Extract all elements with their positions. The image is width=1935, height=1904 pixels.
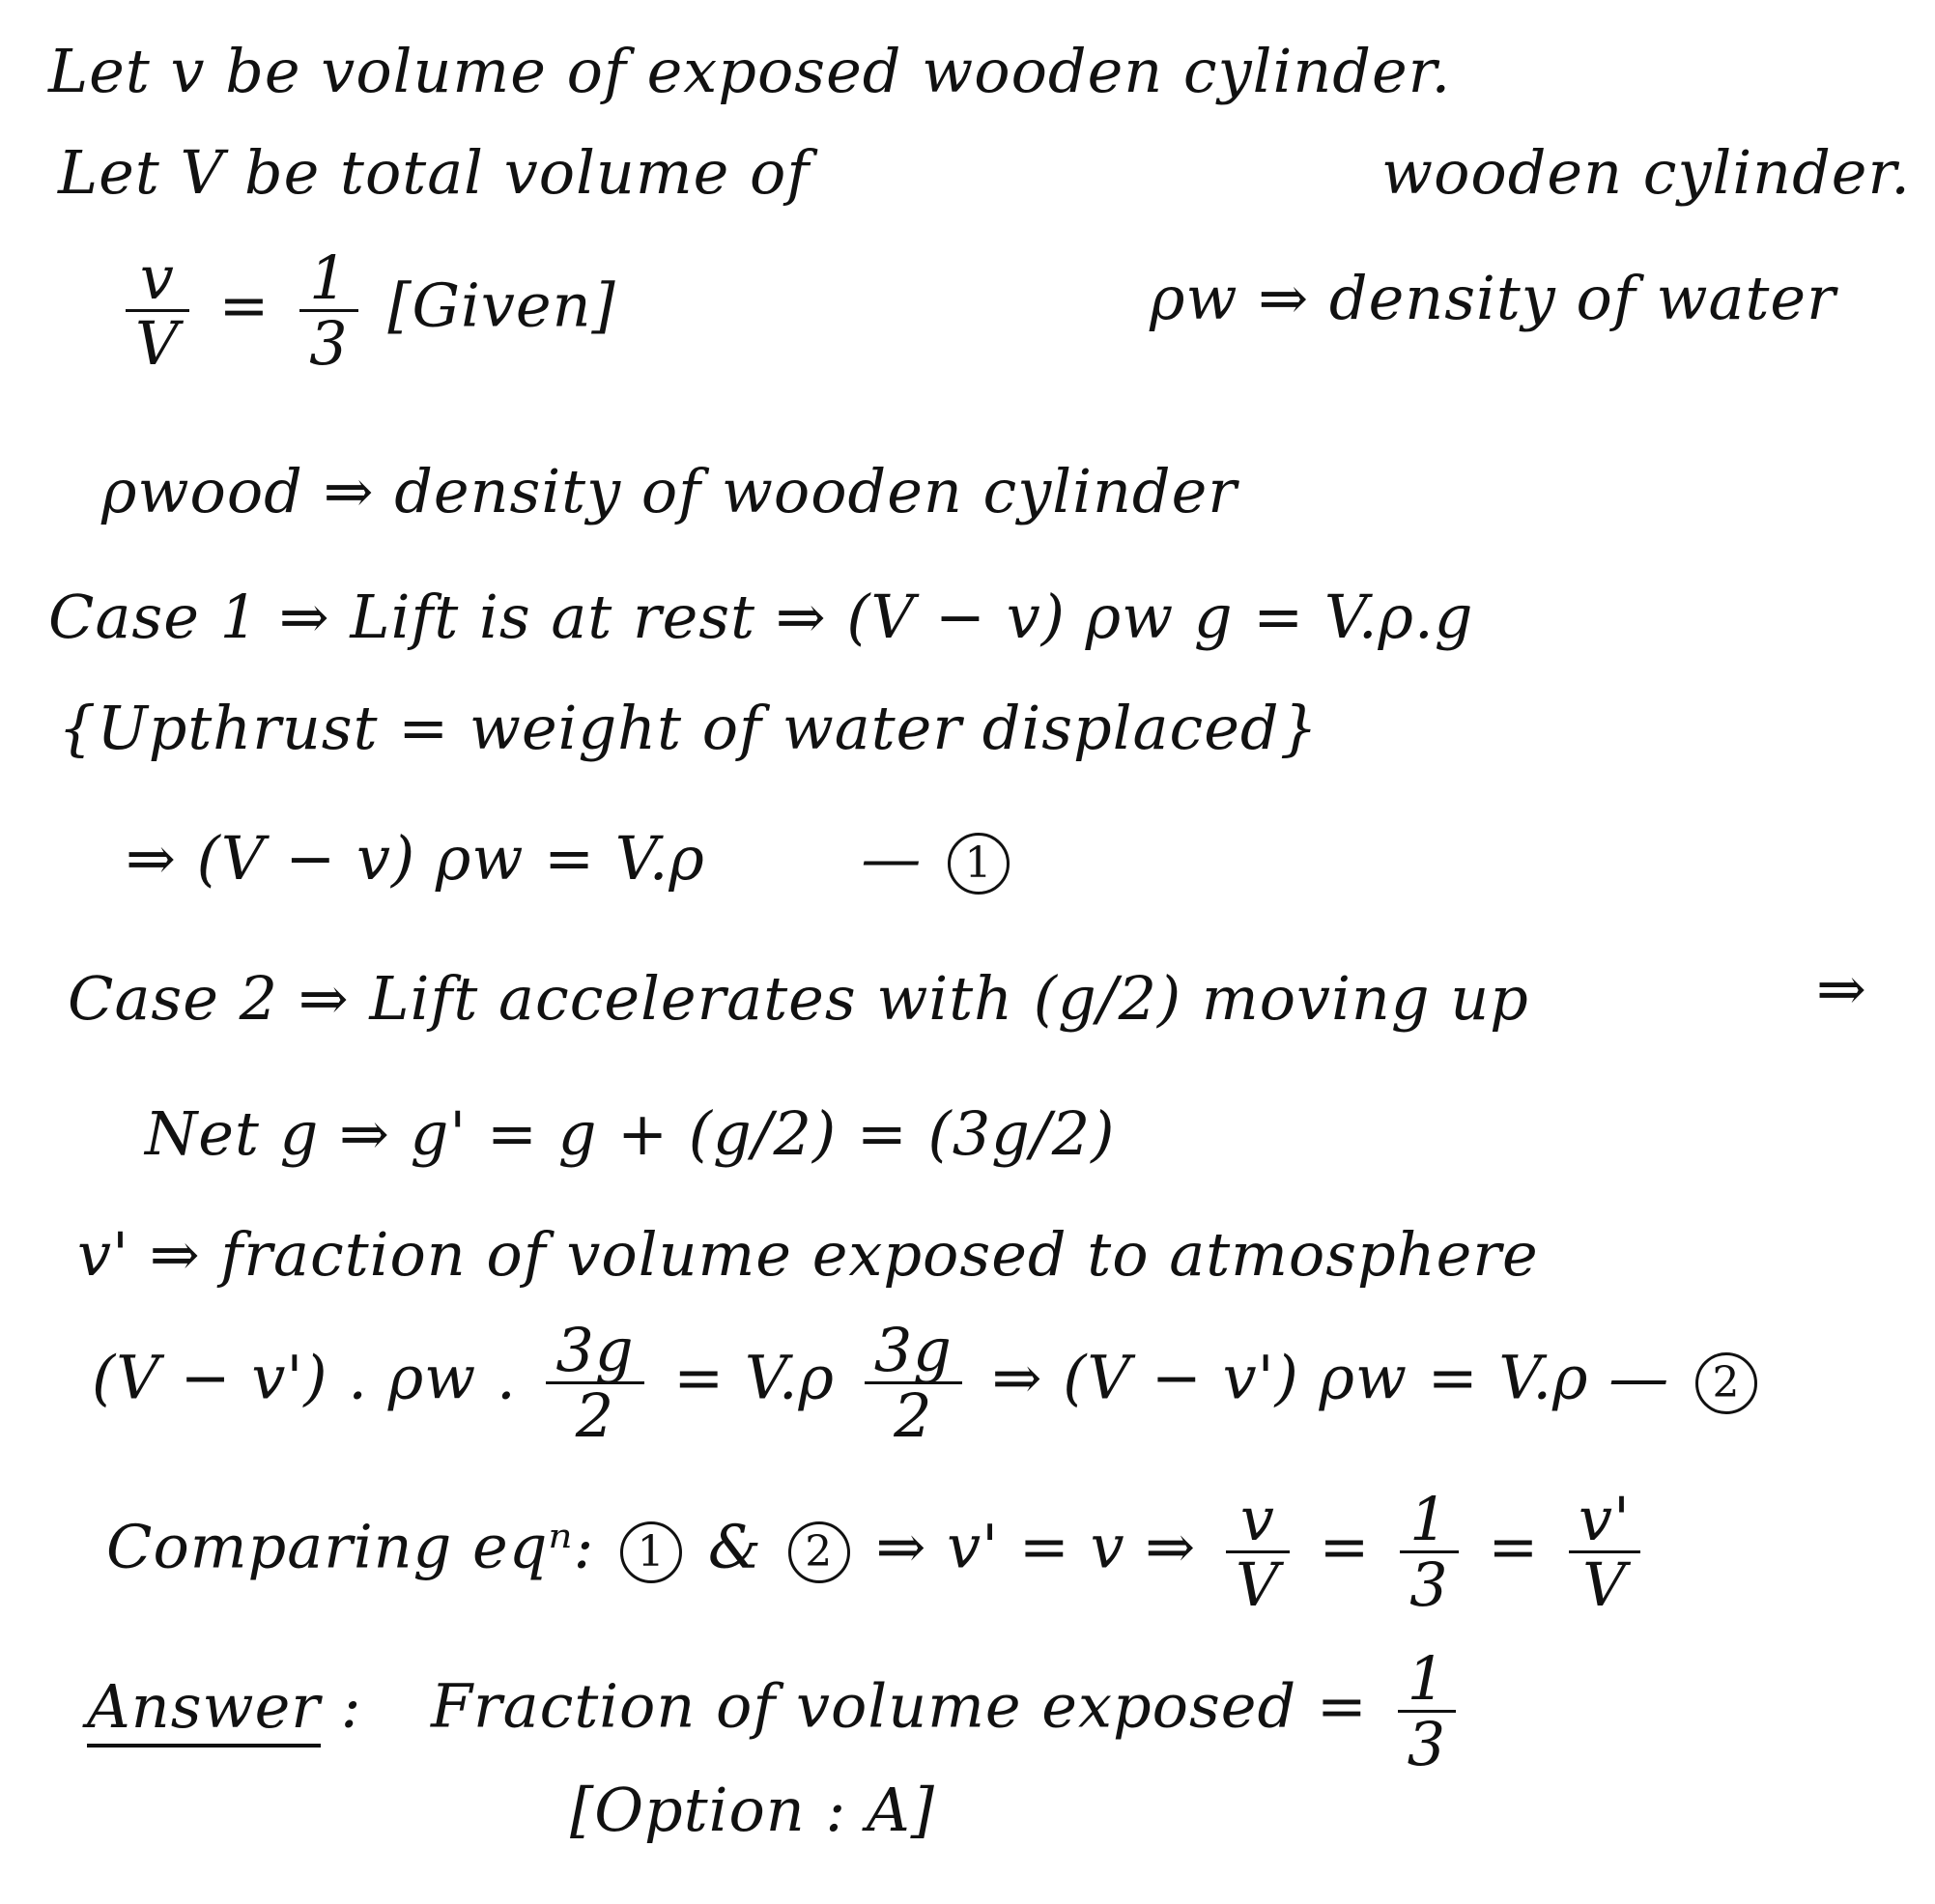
ratio-v-over-V: $\frac{v}{V}$	[126, 246, 189, 375]
ratio-one-third: $\frac{1}{3}$	[299, 246, 357, 375]
definition-v-text: Let v be volume of exposed wooden cylinder.	[48, 36, 1452, 106]
equals-sign: =	[218, 270, 270, 341]
equation-2-mid: = V.ρ	[673, 1342, 835, 1413]
comparing-equals-b: =	[1488, 1511, 1540, 1582]
case-2-arrow: ⇒	[1816, 953, 1867, 1024]
comparing-ampersand: &	[707, 1511, 763, 1582]
equation-1-label: 1	[948, 833, 1010, 895]
upthrust-text: {Upthrust = weight of water displaced}	[58, 693, 1320, 763]
line-upthrust	[58, 693, 1320, 763]
line-option	[570, 1777, 935, 1843]
line-density-wood	[101, 456, 1238, 526]
comparing-fraction-v-over-V: $\frac{v}{V}$	[1226, 1488, 1290, 1616]
line-definition-v	[48, 36, 1452, 106]
line-v-prime	[77, 1219, 1539, 1290]
definition-V-text-a: Let V be total volume of	[58, 137, 811, 208]
option-text: [Option : A]	[570, 1775, 935, 1845]
v-prime-text: v' ⇒ fraction of volume exposed to atmosphere	[77, 1219, 1539, 1290]
answer-label: Answer	[87, 1671, 321, 1748]
line-equation-2	[92, 1315, 1763, 1452]
comparing-fraction-one-third: $\frac{1}{3}$	[1400, 1488, 1458, 1616]
comparing-result: ⇒ v' = v ⇒	[875, 1511, 1197, 1582]
comparing-ref-1: 1	[620, 1521, 682, 1583]
line-definition-V-continued	[1381, 137, 1911, 208]
fraction-3g-over-2-right: $\frac{3g}{2}$	[865, 1319, 962, 1447]
equation-1-dash: —	[861, 823, 923, 894]
comparing-equals-a: =	[1319, 1511, 1371, 1582]
answer-text: Fraction of volume exposed =	[430, 1670, 1368, 1742]
line-given-ratio	[116, 242, 616, 380]
line-density-water	[1150, 263, 1836, 333]
line-comparing	[106, 1484, 1650, 1621]
answer-colon: :	[340, 1670, 362, 1742]
answer-fraction: $\frac{1}{3}$	[1398, 1647, 1456, 1776]
equation-2-right: ⇒ (V − v') ρw = V.ρ —	[991, 1342, 1670, 1413]
density-water-text: ρw ⇒ density of water	[1150, 263, 1836, 333]
equation-2-label: 2	[1695, 1352, 1757, 1414]
line-equation-1	[126, 823, 1015, 895]
equation-2-left: (V − v') . ρw .	[92, 1342, 517, 1413]
equation-1-text: ⇒ (V − v) ρw = V.ρ	[126, 823, 705, 894]
comparing-ref-2: 2	[788, 1521, 850, 1583]
line-case-2-arrow	[1816, 953, 1867, 1024]
line-answer	[87, 1643, 1465, 1780]
given-note: [Given]	[387, 270, 616, 341]
density-wood-text: ρwood ⇒ density of wooden cylinder	[101, 456, 1238, 526]
line-case-1	[48, 584, 1473, 650]
net-g-text: Net g ⇒ g' = g + (g/2) = (3g/2)	[145, 1098, 1116, 1169]
line-net-g	[145, 1098, 1116, 1169]
case-2-text: Case 2 ⇒ Lift accelerates with (g/2) moving up	[68, 963, 1529, 1034]
line-definition-V	[58, 137, 811, 208]
case-1-text: Case 1 ⇒ Lift is at rest ⇒ (V − v) ρw g = V.ρ.g	[48, 582, 1474, 652]
line-case-2	[68, 963, 1529, 1034]
definition-V-text-b: wooden cylinder.	[1381, 137, 1911, 208]
comparing-text: Comparing eqⁿ:	[106, 1511, 595, 1582]
fraction-3g-over-2-left: $\frac{3g}{2}$	[546, 1319, 643, 1447]
comparing-fraction-vprime-over-V: $\frac{v'}{V}$	[1569, 1488, 1640, 1616]
